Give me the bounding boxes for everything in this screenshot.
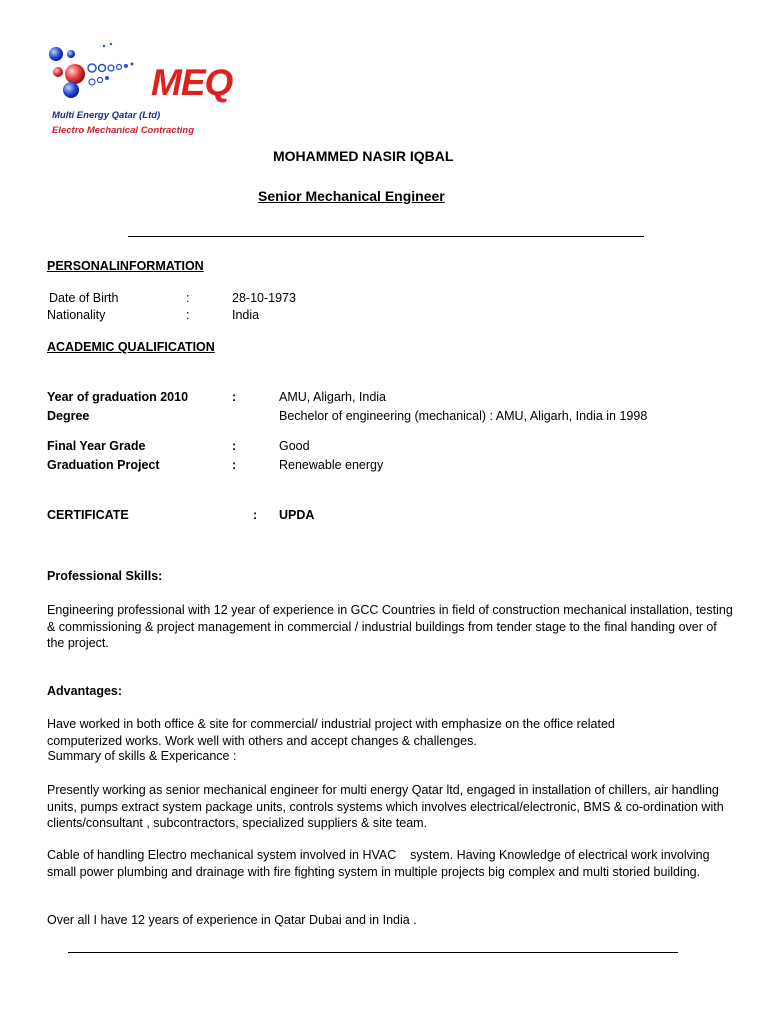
skills-heading: Professional Skills:: [47, 569, 163, 583]
nationality-label: Nationality: [47, 308, 106, 322]
logo-tagline: Electro Mechanical Contracting: [52, 125, 195, 136]
degree-value: Bechelor of engineering (mechanical) : AMU, Aligarh, India in 1998: [279, 409, 648, 423]
candidate-name: MOHAMMED NASIR IQBAL: [273, 148, 454, 164]
graduation-year-value: AMU, Aligarh, India: [279, 390, 386, 404]
dob-value: 28-10-1973: [232, 291, 296, 305]
graduation-year-label: Year of graduation 2010: [47, 390, 189, 404]
divider-top: [128, 236, 644, 237]
summary-paragraph-3: Over all I have 12 years of experience in Qatar Dubai and in India .: [47, 913, 417, 927]
advantages-heading: Advantages:: [47, 684, 123, 698]
job-title: Senior Mechanical Engineer: [258, 188, 445, 204]
summary-heading: Summary of skills & Expericance :: [44, 749, 237, 763]
graduation-year-separator: :: [232, 390, 237, 404]
grade-separator: :: [232, 439, 237, 453]
logo-wordmark: MEQ: [151, 62, 233, 103]
company-logo: [44, 38, 244, 140]
summary-paragraph-1: Presently working as senior mechanical engineer for multi energy Qatar ltd, engaged in installation of chillers, air handling units, pumps extract system package units, controls systems which involves electrical/electronic, BMS & co-ordination with clients/consultant , subcontractors, specialized suppliers & site team.: [47, 783, 724, 830]
certificate-value: UPDA: [279, 508, 315, 522]
project-label: Graduation Project: [47, 458, 160, 472]
logo-company-name: Multi Energy Qatar (Ltd): [52, 110, 161, 121]
divider-bottom: [68, 952, 678, 953]
dob-label: Date of Birth: [49, 291, 119, 305]
academic-heading: ACADEMIC QUALIFICATION: [47, 340, 215, 354]
certificate-label: CERTIFICATE: [47, 508, 129, 522]
grade-label: Final Year Grade: [47, 439, 146, 453]
project-separator: :: [232, 458, 237, 472]
bubbles-logo-mark: [44, 38, 154, 108]
nationality-separator: :: [186, 308, 190, 322]
nationality-value: India: [232, 308, 260, 322]
grade-value: Good: [279, 439, 310, 453]
dob-separator: :: [186, 291, 190, 305]
certificate-separator: :: [253, 508, 258, 522]
summary-paragraph-2: Cable of handling Electro mechanical system involved in HVAC system. Having Knowledge of electrical work involving small power plumbing and drainage with fire fighting system in multiple projects big complex and multi storied building.: [47, 848, 714, 879]
skills-text: Engineering professional with 12 year of experience in GCC Countries in field of construction mechanical installation, testing & commissioning & project management in commercial / industrial buildings from tender stage to the final handing over of the project.: [47, 603, 733, 650]
personal-info-heading: PERSONALINFORMATION: [47, 259, 204, 273]
degree-label: Degree: [47, 409, 90, 423]
project-value: Renewable energy: [279, 458, 384, 472]
advantages-text: Have worked in both office & site for commercial/ industrial project with emphasize on the office related computerized works. Work well with others and accept changes & challenges.: [47, 717, 615, 748]
